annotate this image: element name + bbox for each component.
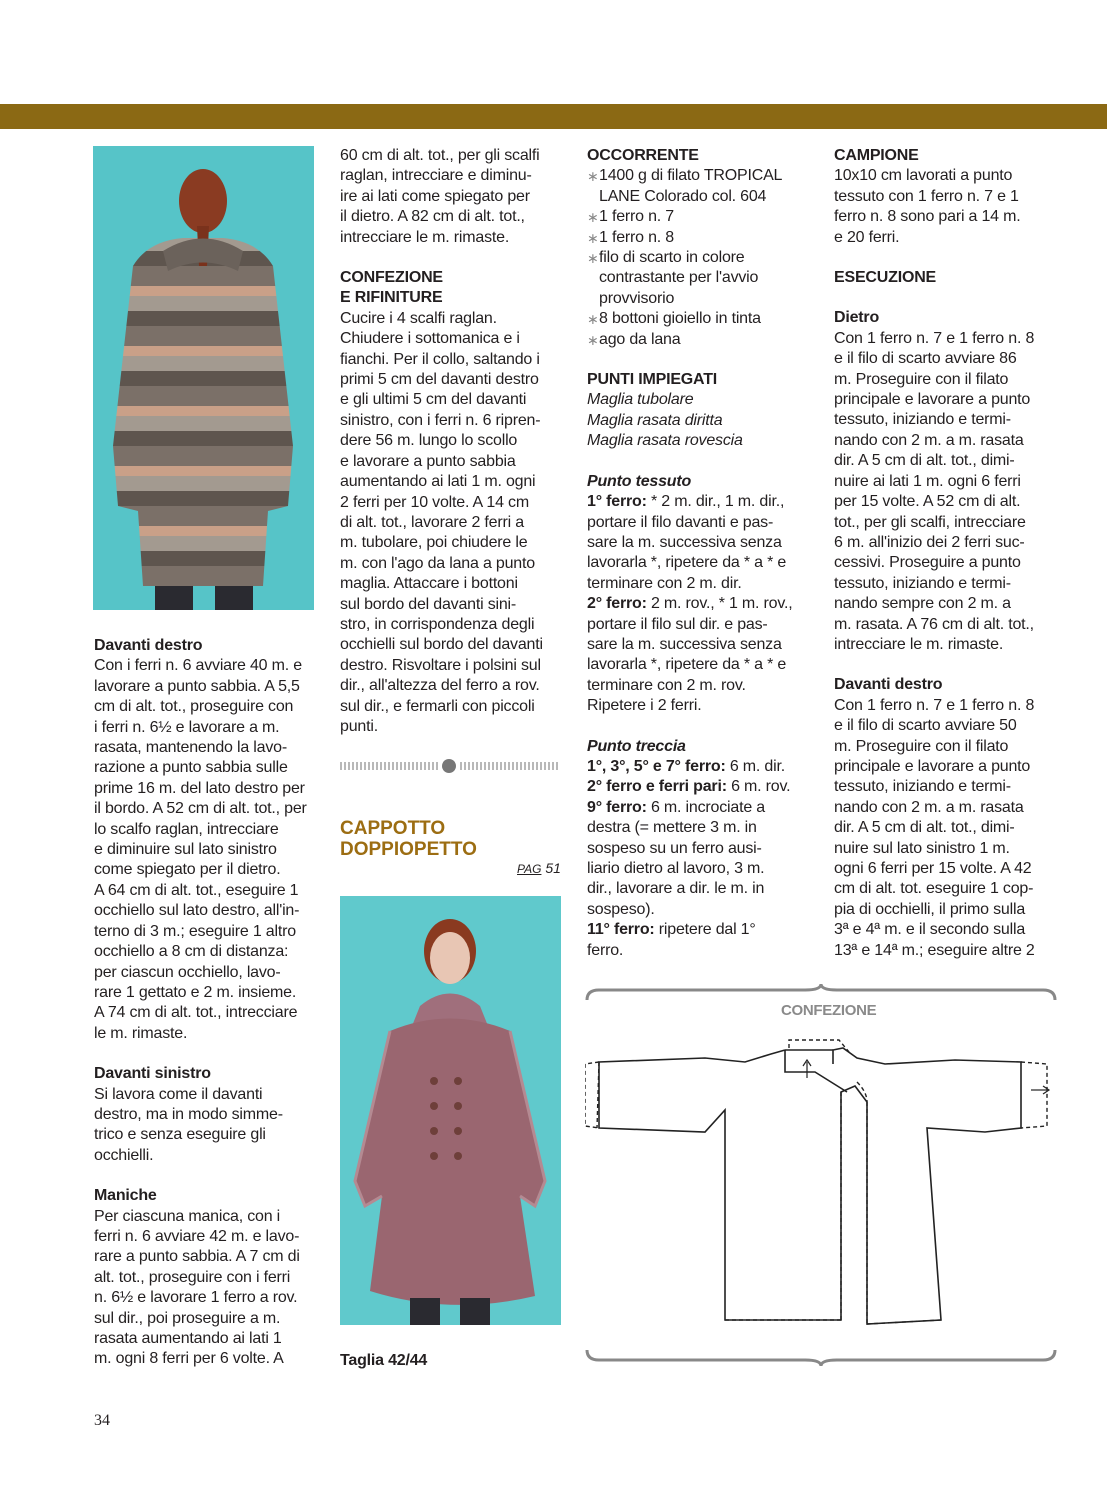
treccia-f9-line [587, 859, 809, 879]
dietro-line: tot., per gli scalfi, intrecciare [834, 513, 1026, 531]
maniche-cont-line: ire ai lati come spiegato per [340, 187, 530, 205]
maniche-line: rasata aumentando ai lati 1 [94, 1330, 282, 1347]
campione-line: ferro n. 8 sono pari a 14 m. [834, 208, 1021, 226]
tessuto-f2-line [587, 635, 809, 655]
treccia-f11-label: 11° ferro: [587, 921, 655, 939]
treccia-f2-label: 2° ferro e ferri pari: [587, 778, 727, 796]
taglia-label: Taglia 42/44 [340, 1352, 428, 1369]
occorrente-item: ∗ ago da lana [587, 330, 809, 350]
davanti-destro-line: rasata, mantenendo la lavo- [94, 739, 287, 757]
occorrente-item: ∗ 1 ferro n. 7 [587, 207, 809, 227]
section-title-davanti-sinistro: Davanti sinistro [94, 1065, 211, 1083]
tessuto-f2-text: terminare con 2 m. rov. [587, 676, 746, 694]
tessuto-f2-label: 2° ferro: [587, 595, 647, 613]
davanti-destro-line: cm di alt. tot., proseguire con [94, 698, 294, 716]
tessuto-ferro-2 [587, 594, 809, 716]
davanti-destro-line: rare 1 gettato e 2 m. insieme. [94, 983, 297, 1001]
cappotto-title [340, 818, 561, 860]
davanti-destro-2-line: cm di alt. tot. eseguire 1 cop- [834, 880, 1034, 898]
davanti-destro-2-line: e il filo di scarto avviare 50 [834, 717, 1017, 735]
decorative-divider [340, 758, 561, 774]
tessuto-f1-label: 1° ferro: [587, 493, 647, 511]
confezione-line: e gli ultimi 5 cm del davanti [340, 391, 527, 409]
confezione-line: stro, in corrispondenza degli [340, 615, 535, 633]
confezione-line: aumentando ai lati 1 m. ogni [340, 473, 536, 491]
treccia-f11-line [587, 920, 809, 940]
column-3 [587, 146, 809, 961]
back-view-photo [93, 146, 314, 610]
treccia-ferro-11 [587, 920, 809, 961]
dietro-line: e il filo di scarto avviare 86 [834, 350, 1017, 368]
page-reference-label: PAG [517, 862, 542, 876]
treccia-f11-text: ferro. [587, 941, 624, 959]
treccia-f9-text: sospeso su un ferro ausi- [587, 839, 762, 857]
dietro-line: 6 m. all'inizio dei 2 ferri suc- [834, 533, 1025, 551]
davanti-destro-line: terno di 3 m.; eseguire 1 altro [94, 922, 296, 940]
davanti-destro-2-line: pia di occhielli, il primo sulla [834, 900, 1026, 918]
section-title-campione: CAMPIONE [834, 147, 919, 164]
tessuto-f2-text: portare il filo sul dir. e pas- [587, 615, 768, 633]
confezione-line: 2 ferri per 10 volte. A 14 cm [340, 493, 529, 511]
tessuto-f2-line [587, 615, 809, 635]
dietro-line: cessivi. Proseguire a punto [834, 554, 1021, 572]
davanti-destro-2-line: Con 1 ferro n. 7 e 1 ferro n. 8 [834, 696, 1035, 714]
confezione-line: di alt. tot., lavorare 2 ferri a [340, 513, 524, 531]
treccia-f9-text: 6 m. incrociate a [646, 798, 765, 816]
treccia-f1-label: 1°, 3°, 5° e 7° ferro: [587, 757, 726, 775]
treccia-f9-text: liario dietro al lavoro, 3 m. [587, 860, 765, 877]
dietro-text [834, 329, 1056, 656]
treccia-ferro-dispari [587, 757, 809, 777]
dietro-line: per 15 volte. A 52 cm di alt. [834, 493, 1021, 511]
cappotto-title-line-2: DOPPIOPETTO [340, 839, 477, 860]
confezione-line: occhielli sul bordo del davanti [340, 636, 543, 654]
maniche-line: n. 6½ e lavorare 1 ferro a rov. [94, 1289, 298, 1307]
treccia-f9-line [587, 798, 809, 818]
treccia-ferro-9 [587, 798, 809, 920]
maniche-continued-text [340, 146, 561, 248]
davanti-destro-2-line: nando con 2 m. a m. rasata [834, 798, 1024, 816]
page-reference-number: 51 [545, 860, 561, 876]
treccia-f9-text: sospeso). [587, 900, 655, 918]
davanti-destro-line: occhiello sul lato destro, all'in- [94, 902, 300, 920]
confezione-line: dir., all'altezza del ferro a rov. [340, 677, 540, 695]
occorrente-item: ∗ 8 bottoni gioiello in tinta [587, 309, 809, 329]
davanti-destro-line: lo scalfo raglan, intrecciare [94, 820, 279, 838]
occorrente-list [587, 166, 809, 350]
maniche-cont-line: intrecciare le m. rimaste. [340, 228, 510, 246]
confezione-line: Chiudere i sottomanica e i [340, 330, 520, 348]
tessuto-f1-text: lavorarla *, ripetere da * a * e [587, 554, 787, 572]
davanti-sinistro-line: trico e senza eseguire gli [94, 1126, 266, 1144]
section-title-davanti-destro: Davanti destro [94, 637, 203, 654]
diagram-title: CONFEZIONE [781, 1002, 877, 1019]
dietro-line: tessuto, iniziando e termi- [834, 574, 1011, 592]
treccia-f9-line [587, 900, 809, 920]
campione-text [834, 166, 1056, 248]
confezione-line: dere 56 m. lungo lo scollo [340, 432, 518, 450]
davanti-sinistro-line: destro, ma in modo simme- [94, 1105, 283, 1123]
tessuto-f1-line [587, 574, 809, 594]
treccia-f11-text: ripetere dal 1° [654, 921, 756, 939]
section-title-occorrente: OCCORRENTE [587, 147, 699, 164]
campione-line: tessuto con 1 ferro n. 7 e 1 [834, 187, 1019, 205]
confezione-text [340, 309, 561, 738]
punti-list [587, 390, 809, 451]
tessuto-f2-text: 2 m. rov., * 1 m. rov., [646, 595, 793, 613]
confezione-line: destro. Risvoltare i polsini sul [340, 656, 541, 674]
tessuto-f1-line [587, 553, 809, 573]
tessuto-f2-text: lavorarla *, ripetere da * a * e [587, 656, 787, 674]
davanti-destro-line: come spiegato per il dietro. [94, 861, 281, 879]
tessuto-f1-text: sare la m. successiva senza [587, 533, 782, 551]
confezione-line: sul bordo del davanti sini- [340, 595, 517, 613]
maniche-line: ferri n. 6 avviare 42 m. e lavo- [94, 1227, 300, 1245]
davanti-sinistro-line: Si lavora come il davanti [94, 1085, 263, 1103]
confezione-line: primi 5 cm del davanti destro [340, 371, 539, 389]
treccia-f9-text: dir., lavorare a dir. le m. in [587, 880, 765, 898]
tessuto-f2-text: Ripetere i 2 ferri. [587, 697, 702, 715]
davanti-destro-line: prime 16 m. del lato destro per [94, 779, 305, 797]
tessuto-f1-line [587, 513, 809, 533]
davanti-destro-text [94, 656, 314, 1044]
confezione-line: sul dir., e fermarli con piccoli [340, 697, 535, 715]
campione-line: e 20 ferri. [834, 228, 900, 246]
treccia-ferro-pari [587, 777, 809, 797]
confezione-line: m. con l'ago da lana a punto [340, 554, 535, 572]
treccia-f9-label: 9° ferro: [587, 798, 647, 816]
tessuto-f1-line [587, 533, 809, 553]
treccia-f2-text: 6 m. rov. [726, 778, 791, 796]
section-title-esecuzione: ESECUZIONE [834, 269, 937, 287]
tessuto-f1-line [587, 492, 809, 512]
davanti-sinistro-line: occhielli. [94, 1146, 154, 1164]
tessuto-f1-text: portare il filo davanti e pas- [587, 513, 774, 531]
dietro-line: Con 1 ferro n. 7 e 1 ferro n. 8 [834, 329, 1035, 347]
occorrente-item: ∗ 1 ferro n. 8 [587, 228, 809, 248]
dietro-line: nando sempre con 2 m. a [834, 595, 1011, 613]
punto-impiegato-line: Maglia rasata rovescia [587, 432, 743, 450]
section-title-punto-treccia: Punto treccia [587, 737, 686, 755]
confezione-line: Cucire i 4 scalfi raglan. [340, 309, 497, 327]
maniche-text [94, 1207, 314, 1370]
davanti-destro-2-line: 13ª e 14ª m.; eseguire altre 2 [834, 941, 1035, 959]
treccia-f9-line [587, 879, 809, 899]
tessuto-f2-line [587, 655, 809, 675]
cappotto-title-line-1: CAPPOTTO [340, 818, 446, 839]
davanti-destro-2-line: nuire sul lato sinistro 1 m. [834, 839, 1010, 857]
occorrente-item: ∗ 1400 g di filato TROPICAL LANE Colorado col. 604 [587, 166, 809, 207]
dietro-line: principale e lavorare a punto [834, 391, 1031, 409]
davanti-destro-line: le m. rimaste. [94, 1024, 188, 1042]
confezione-line: maglia. Attaccare i bottoni [340, 575, 518, 593]
treccia-f9-text: destra (= mettere 3 m. in [587, 819, 757, 837]
tessuto-ferro-1 [587, 492, 809, 594]
section-title-davanti-destro-2: Davanti destro [834, 676, 943, 694]
davanti-destro-2-line: 3ª e 4ª m. e il secondo sulla [834, 921, 1026, 939]
section-title-confezione-1: CONFEZIONE [340, 269, 443, 287]
davanti-destro-line: e diminuire sul lato sinistro [94, 841, 277, 859]
section-title-dietro: Dietro [834, 309, 880, 327]
dietro-line: m. Proseguire con il filato [834, 370, 1009, 388]
davanti-destro-2-line: principale e lavorare a punto [834, 757, 1031, 775]
occorrente-item: ∗ filo di scarto in colore contrastante per l'avvio provvisorio [587, 248, 809, 309]
davanti-destro-line: i ferri n. 6½ e lavorare a m. [94, 718, 280, 736]
davanti-destro-line: razione a punto sabbia sulle [94, 759, 288, 777]
davanti-destro-line: il bordo. A 52 cm di alt. tot., per [94, 800, 307, 818]
section-title-punti-impiegati: PUNTI IMPIEGATI [587, 371, 718, 389]
column-1 [94, 636, 314, 1370]
maniche-line: m. ogni 8 ferri per 6 volte. A [94, 1350, 284, 1368]
tessuto-f1-text: * 2 m. dir., 1 m. dir., [646, 493, 785, 511]
dietro-line: m. rasata. A 76 cm di alt. tot., [834, 615, 1034, 633]
confezione-line: e lavorare a punto sabbia [340, 452, 516, 470]
page-number: 34 [94, 1412, 110, 1429]
confezione-line: fianchi. Per il collo, saltando i [340, 350, 540, 368]
davanti-destro-line: per ciascun occhiello, lavo- [94, 963, 281, 981]
treccia-f9-line [587, 839, 809, 859]
section-title-punto-tessuto: Punto tessuto [587, 472, 692, 490]
tessuto-f2-line [587, 594, 809, 614]
coat-photo [340, 896, 561, 1325]
davanti-destro-line: lavorare a punto sabbia. A 5,5 [94, 677, 300, 695]
davanti-destro-2-line: m. Proseguire con il filato [834, 737, 1009, 755]
dietro-line: nando con 2 m. a m. rasata [834, 431, 1024, 449]
tessuto-f1-text: terminare con 2 m. dir. [587, 574, 742, 592]
maniche-cont-line: raglan, intrecciare e diminu- [340, 167, 532, 185]
treccia-f9-line [587, 818, 809, 838]
campione-line: 10x10 cm lavorati a punto [834, 167, 1013, 185]
davanti-destro-line: A 64 cm di alt. tot., eseguire 1 [94, 881, 299, 899]
davanti-destro-line: occhiello a 8 cm di distanza: [94, 943, 289, 961]
confezione-line: punti. [340, 717, 378, 735]
tessuto-f2-line [587, 696, 809, 716]
davanti-destro-2-line: tessuto, iniziando e termi- [834, 778, 1011, 796]
maniche-cont-line: il dietro. A 82 cm di alt. tot., [340, 208, 525, 226]
maniche-line: sul dir., poi proseguire a m. [94, 1309, 281, 1327]
dietro-line: intrecciare le m. rimaste. [834, 635, 1004, 653]
column-4 [834, 146, 1056, 961]
punto-impiegato-line: Maglia rasata diritta [587, 411, 723, 429]
davanti-destro-2-line: ogni 6 ferri per 15 volte. A 42 [834, 860, 1032, 877]
section-title-confezione-2: E RIFINITURE [340, 289, 443, 307]
dietro-line: tessuto, iniziando e termi- [834, 411, 1011, 429]
davanti-destro-line: Con i ferri n. 6 avviare 40 m. e [94, 657, 302, 675]
treccia-f1-text: 6 m. dir. [725, 757, 785, 775]
maniche-line: Per ciascuna manica, con i [94, 1207, 281, 1225]
column-2 [340, 146, 561, 737]
tessuto-f2-text: sare la m. successiva senza [587, 635, 782, 653]
davanti-destro-text-2 [834, 696, 1056, 961]
davanti-destro-line: A 74 cm di alt. tot., intrecciare [94, 1004, 298, 1022]
page-reference-link[interactable] [517, 860, 561, 876]
davanti-sinistro-text [94, 1085, 314, 1167]
confezione-line: m. tubolare, poi chiudere le [340, 534, 528, 552]
maniche-line: rare a punto sabbia. A 7 cm di [94, 1248, 300, 1266]
section-title-maniche: Maniche [94, 1187, 157, 1205]
dietro-line: nuire ai lati 1 m. ogni 6 ferri [834, 472, 1021, 490]
davanti-destro-2-line: dir. A 5 cm di alt. tot., dimi- [834, 819, 1015, 837]
confezione-diagram [585, 982, 1057, 1367]
dietro-line: dir. A 5 cm di alt. tot., dimi- [834, 452, 1015, 470]
confezione-line: sinistro, con i ferri n. 6 ripren- [340, 411, 541, 429]
top-color-band [0, 104, 1107, 129]
punto-impiegato-line: Maglia tubolare [587, 391, 694, 409]
maniche-line: alt. tot., proseguire con i ferri [94, 1268, 291, 1286]
treccia-f11-line [587, 941, 809, 961]
tessuto-f2-line [587, 676, 809, 696]
maniche-cont-line: 60 cm di alt. tot., per gli scalfi [340, 147, 540, 164]
